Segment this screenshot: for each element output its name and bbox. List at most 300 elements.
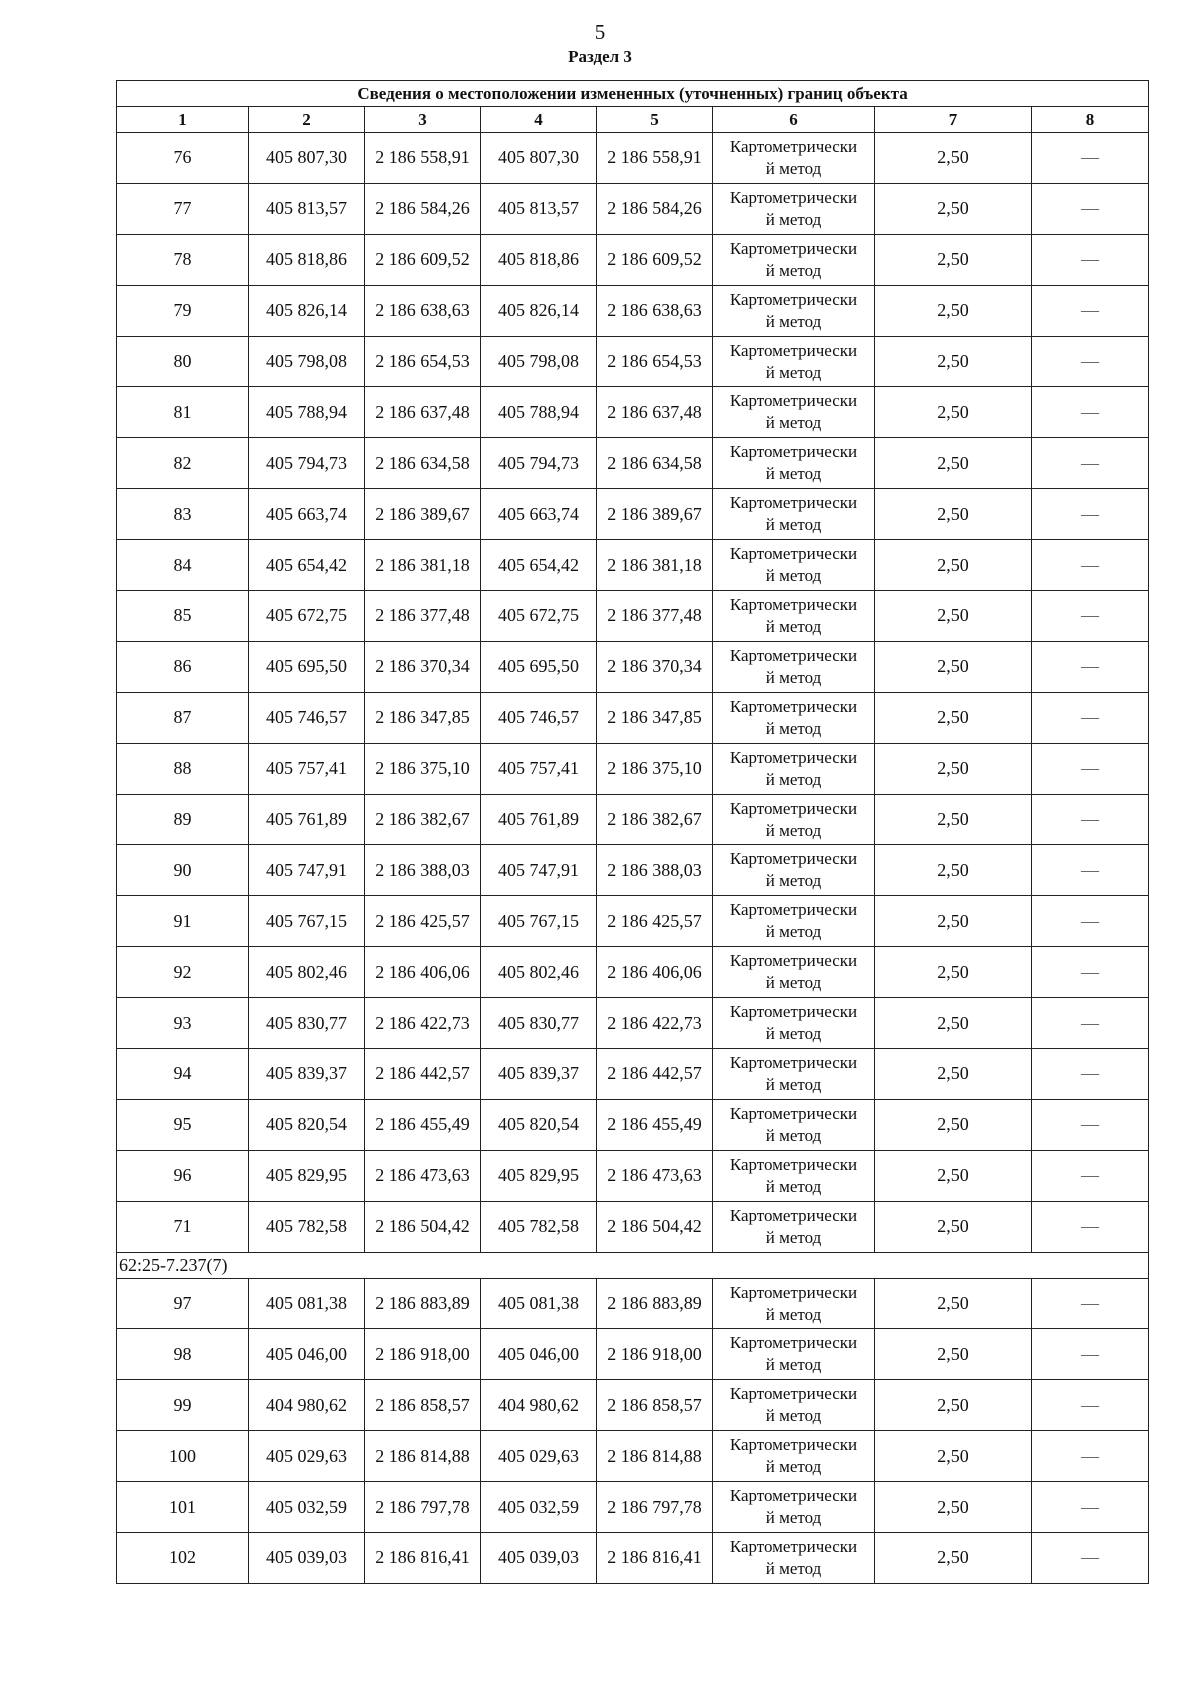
method-text-line1: Картометрически	[729, 1333, 858, 1353]
method-text-line1: Картометрически	[729, 493, 858, 513]
table-row	[117, 1533, 1149, 1584]
description-cell: —	[1032, 794, 1149, 845]
page-number: 5	[594, 20, 606, 44]
x-new-cell: 405 032,59	[481, 1482, 597, 1533]
description-cell: —	[1032, 947, 1149, 998]
table-row	[117, 1329, 1149, 1380]
method-text-line1: Картометрически	[729, 696, 858, 716]
method-text-line1: Картометрически	[729, 645, 858, 665]
column-header-7: 7	[875, 107, 1032, 133]
y-existing-cell: 2 186 406,06	[365, 947, 481, 998]
method-text-line1: Картометрически	[729, 187, 858, 207]
x-new-cell: 405 818,86	[481, 234, 597, 285]
point-number-cell: 88	[117, 743, 249, 794]
method-text-line2: й метод	[765, 1074, 822, 1094]
y-existing-cell: 2 186 442,57	[365, 1049, 481, 1100]
precision-cell: 2,50	[875, 489, 1032, 540]
method-cell	[713, 234, 875, 285]
method-cell	[713, 1482, 875, 1533]
column-header-8: 8	[1032, 107, 1149, 133]
method-text-line2: й метод	[765, 1406, 822, 1426]
description-cell: —	[1032, 285, 1149, 336]
y-new-cell: 2 186 455,49	[597, 1099, 713, 1150]
method-text-line2: й метод	[765, 311, 822, 331]
x-new-cell: 405 746,57	[481, 692, 597, 743]
description-cell: —	[1032, 1201, 1149, 1252]
method-text-line1: Картометрически	[729, 1002, 858, 1022]
x-existing-cell: 405 746,57	[249, 692, 365, 743]
description-cell: —	[1032, 387, 1149, 438]
method-text-line1: Картометрически	[729, 1154, 858, 1174]
y-new-cell: 2 186 442,57	[597, 1049, 713, 1100]
point-number-cell: 71	[117, 1201, 249, 1252]
method-text-line1: Картометрически	[729, 798, 858, 818]
y-existing-cell: 2 186 918,00	[365, 1329, 481, 1380]
precision-cell: 2,50	[875, 1380, 1032, 1431]
x-existing-cell: 405 813,57	[249, 183, 365, 234]
x-new-cell: 405 654,42	[481, 540, 597, 591]
table-row	[117, 896, 1149, 947]
method-text-line2: й метод	[765, 209, 822, 229]
table-row	[117, 947, 1149, 998]
method-cell	[713, 1099, 875, 1150]
method-text-line2: й метод	[765, 667, 822, 687]
column-header-1: 1	[117, 107, 249, 133]
point-number-cell: 98	[117, 1329, 249, 1380]
precision-cell: 2,50	[875, 947, 1032, 998]
method-cell	[713, 998, 875, 1049]
x-existing-cell: 405 747,91	[249, 845, 365, 896]
description-cell: —	[1032, 1329, 1149, 1380]
method-text-line2: й метод	[765, 718, 822, 738]
table-row	[117, 1201, 1149, 1252]
precision-cell: 2,50	[875, 1049, 1032, 1100]
method-text-line1: Картометрически	[729, 594, 858, 614]
x-new-cell: 405 695,50	[481, 641, 597, 692]
y-existing-cell: 2 186 455,49	[365, 1099, 481, 1150]
x-new-cell: 405 672,75	[481, 591, 597, 642]
method-text-line2: й метод	[765, 616, 822, 636]
method-cell	[713, 183, 875, 234]
x-existing-cell: 405 794,73	[249, 438, 365, 489]
method-text-line2: й метод	[765, 973, 822, 993]
method-text-line2: й метод	[765, 1457, 822, 1477]
point-number-cell: 80	[117, 336, 249, 387]
method-text-line2: й метод	[765, 922, 822, 942]
x-existing-cell: 405 802,46	[249, 947, 365, 998]
precision-cell: 2,50	[875, 540, 1032, 591]
x-existing-cell: 405 029,63	[249, 1431, 365, 1482]
method-text-line2: й метод	[765, 769, 822, 789]
column-header-2: 2	[249, 107, 365, 133]
column-header-3: 3	[365, 107, 481, 133]
method-text-line1: Картометрически	[729, 900, 858, 920]
precision-cell: 2,50	[875, 1150, 1032, 1201]
method-cell	[713, 896, 875, 947]
precision-cell: 2,50	[875, 1482, 1032, 1533]
description-cell: —	[1032, 1049, 1149, 1100]
y-existing-cell: 2 186 883,89	[365, 1278, 481, 1329]
method-text-line1: Картометрически	[729, 849, 858, 869]
y-existing-cell: 2 186 382,67	[365, 794, 481, 845]
x-new-cell: 405 782,58	[481, 1201, 597, 1252]
precision-cell: 2,50	[875, 234, 1032, 285]
description-cell: —	[1032, 896, 1149, 947]
method-text-line2: й метод	[765, 820, 822, 840]
table-row	[117, 591, 1149, 642]
y-existing-cell: 2 186 425,57	[365, 896, 481, 947]
y-existing-cell: 2 186 797,78	[365, 1482, 481, 1533]
method-text-line1: Картометрически	[729, 1103, 858, 1123]
y-new-cell: 2 186 637,48	[597, 387, 713, 438]
method-text-line1: Картометрически	[729, 1536, 858, 1556]
description-cell: —	[1032, 438, 1149, 489]
y-existing-cell: 2 186 634,58	[365, 438, 481, 489]
description-cell: —	[1032, 1533, 1149, 1584]
point-number-cell: 102	[117, 1533, 249, 1584]
x-new-cell: 405 802,46	[481, 947, 597, 998]
x-existing-cell: 405 807,30	[249, 133, 365, 184]
x-existing-cell: 405 081,38	[249, 1278, 365, 1329]
method-cell	[713, 387, 875, 438]
column-header-5: 5	[597, 107, 713, 133]
y-existing-cell: 2 186 609,52	[365, 234, 481, 285]
method-text-line2: й метод	[765, 464, 822, 484]
description-cell: —	[1032, 1431, 1149, 1482]
method-text-line2: й метод	[765, 413, 822, 433]
method-text-line1: Картометрически	[729, 340, 858, 360]
precision-cell: 2,50	[875, 1278, 1032, 1329]
y-new-cell: 2 186 406,06	[597, 947, 713, 998]
section-title: Раздел 3	[568, 47, 632, 66]
precision-cell: 2,50	[875, 845, 1032, 896]
x-new-cell: 405 039,03	[481, 1533, 597, 1584]
y-new-cell: 2 186 797,78	[597, 1482, 713, 1533]
table-row	[117, 1380, 1149, 1431]
point-number-cell: 93	[117, 998, 249, 1049]
method-text-line1: Картометрически	[729, 391, 858, 411]
precision-cell: 2,50	[875, 438, 1032, 489]
y-new-cell: 2 186 558,91	[597, 133, 713, 184]
x-new-cell: 405 829,95	[481, 1150, 597, 1201]
description-cell: —	[1032, 183, 1149, 234]
method-cell	[713, 743, 875, 794]
precision-cell: 2,50	[875, 285, 1032, 336]
x-new-cell: 405 029,63	[481, 1431, 597, 1482]
method-text-line1: Картометрически	[729, 136, 858, 156]
precision-cell: 2,50	[875, 641, 1032, 692]
x-new-cell: 405 046,00	[481, 1329, 597, 1380]
table-row	[117, 1278, 1149, 1329]
y-new-cell: 2 186 858,57	[597, 1380, 713, 1431]
description-cell: —	[1032, 336, 1149, 387]
method-cell	[713, 336, 875, 387]
point-number-cell: 87	[117, 692, 249, 743]
x-new-cell: 405 788,94	[481, 387, 597, 438]
point-number-cell: 99	[117, 1380, 249, 1431]
x-existing-cell: 405 761,89	[249, 794, 365, 845]
x-new-cell: 405 767,15	[481, 896, 597, 947]
method-cell	[713, 133, 875, 184]
method-text-line2: й метод	[765, 1558, 822, 1578]
y-new-cell: 2 186 816,41	[597, 1533, 713, 1584]
y-new-cell: 2 186 634,58	[597, 438, 713, 489]
y-existing-cell: 2 186 389,67	[365, 489, 481, 540]
method-cell	[713, 489, 875, 540]
boundary-coordinates-table	[116, 80, 1149, 1584]
y-new-cell: 2 186 370,34	[597, 641, 713, 692]
precision-cell: 2,50	[875, 896, 1032, 947]
point-number-cell: 89	[117, 794, 249, 845]
description-cell: —	[1032, 743, 1149, 794]
precision-cell: 2,50	[875, 133, 1032, 184]
x-existing-cell: 405 039,03	[249, 1533, 365, 1584]
column-header-4: 4	[481, 107, 597, 133]
precision-cell: 2,50	[875, 794, 1032, 845]
method-text-line2: й метод	[765, 1304, 822, 1324]
y-new-cell: 2 186 389,67	[597, 489, 713, 540]
point-number-cell: 82	[117, 438, 249, 489]
y-new-cell: 2 186 638,63	[597, 285, 713, 336]
y-existing-cell: 2 186 814,88	[365, 1431, 481, 1482]
table-row	[117, 387, 1149, 438]
method-cell	[713, 540, 875, 591]
precision-cell: 2,50	[875, 998, 1032, 1049]
description-cell: —	[1032, 489, 1149, 540]
x-new-cell: 405 798,08	[481, 336, 597, 387]
x-new-cell: 405 830,77	[481, 998, 597, 1049]
x-existing-cell: 405 663,74	[249, 489, 365, 540]
x-new-cell: 405 813,57	[481, 183, 597, 234]
y-new-cell: 2 186 388,03	[597, 845, 713, 896]
x-existing-cell: 405 830,77	[249, 998, 365, 1049]
method-cell	[713, 438, 875, 489]
table-row	[117, 489, 1149, 540]
method-text-line2: й метод	[765, 1227, 822, 1247]
point-number-cell: 77	[117, 183, 249, 234]
method-cell	[713, 947, 875, 998]
precision-cell: 2,50	[875, 1329, 1032, 1380]
table-row	[117, 1150, 1149, 1201]
description-cell: —	[1032, 591, 1149, 642]
description-cell: —	[1032, 234, 1149, 285]
table-caption: Сведения о местоположении измененных (уточненных) границ объекта	[117, 81, 1149, 107]
table-row	[117, 285, 1149, 336]
y-existing-cell: 2 186 388,03	[365, 845, 481, 896]
method-text-line2: й метод	[765, 515, 822, 535]
point-number-cell: 100	[117, 1431, 249, 1482]
x-existing-cell: 405 654,42	[249, 540, 365, 591]
table-row	[117, 183, 1149, 234]
method-text-line1: Картометрически	[729, 238, 858, 258]
y-new-cell: 2 186 918,00	[597, 1329, 713, 1380]
y-new-cell: 2 186 609,52	[597, 234, 713, 285]
table-row	[117, 794, 1149, 845]
y-new-cell: 2 186 375,10	[597, 743, 713, 794]
table-row	[117, 641, 1149, 692]
y-new-cell: 2 186 382,67	[597, 794, 713, 845]
method-cell	[713, 1533, 875, 1584]
description-cell: —	[1032, 540, 1149, 591]
precision-cell: 2,50	[875, 1533, 1032, 1584]
method-text-line2: й метод	[765, 362, 822, 382]
y-existing-cell: 2 186 638,63	[365, 285, 481, 336]
table-row	[117, 1049, 1149, 1100]
table-row	[117, 1431, 1149, 1482]
x-existing-cell: 405 826,14	[249, 285, 365, 336]
method-text-line1: Картометрически	[729, 1384, 858, 1404]
x-new-cell: 405 794,73	[481, 438, 597, 489]
table-row	[117, 336, 1149, 387]
method-cell	[713, 1150, 875, 1201]
x-new-cell: 405 826,14	[481, 285, 597, 336]
y-existing-cell: 2 186 422,73	[365, 998, 481, 1049]
y-existing-cell: 2 186 375,10	[365, 743, 481, 794]
table-row	[117, 743, 1149, 794]
y-new-cell: 2 186 883,89	[597, 1278, 713, 1329]
point-number-cell: 78	[117, 234, 249, 285]
method-text-line1: Картометрически	[729, 544, 858, 564]
table-row	[117, 540, 1149, 591]
method-cell	[713, 641, 875, 692]
y-new-cell: 2 186 814,88	[597, 1431, 713, 1482]
point-number-cell: 101	[117, 1482, 249, 1533]
precision-cell: 2,50	[875, 591, 1032, 642]
point-number-cell: 90	[117, 845, 249, 896]
x-new-cell: 405 820,54	[481, 1099, 597, 1150]
precision-cell: 2,50	[875, 387, 1032, 438]
point-number-cell: 92	[117, 947, 249, 998]
y-existing-cell: 2 186 816,41	[365, 1533, 481, 1584]
point-number-cell: 83	[117, 489, 249, 540]
point-number-cell: 81	[117, 387, 249, 438]
x-existing-cell: 404 980,62	[249, 1380, 365, 1431]
y-new-cell: 2 186 422,73	[597, 998, 713, 1049]
precision-cell: 2,50	[875, 692, 1032, 743]
point-number-cell: 91	[117, 896, 249, 947]
y-existing-cell: 2 186 381,18	[365, 540, 481, 591]
precision-cell: 2,50	[875, 1201, 1032, 1252]
x-existing-cell: 405 046,00	[249, 1329, 365, 1380]
method-cell	[713, 1431, 875, 1482]
precision-cell: 2,50	[875, 336, 1032, 387]
y-existing-cell: 2 186 637,48	[365, 387, 481, 438]
y-new-cell: 2 186 584,26	[597, 183, 713, 234]
description-cell: —	[1032, 692, 1149, 743]
x-existing-cell: 405 788,94	[249, 387, 365, 438]
method-text-line2: й метод	[765, 1024, 822, 1044]
method-cell	[713, 794, 875, 845]
method-text-line1: Картометрически	[729, 1435, 858, 1455]
description-cell: —	[1032, 998, 1149, 1049]
column-header-6: 6	[713, 107, 875, 133]
x-existing-cell: 405 820,54	[249, 1099, 365, 1150]
method-cell	[713, 845, 875, 896]
point-number-cell: 94	[117, 1049, 249, 1100]
method-text-line1: Картометрически	[729, 442, 858, 462]
x-new-cell: 404 980,62	[481, 1380, 597, 1431]
table-row	[117, 845, 1149, 896]
description-cell: —	[1032, 641, 1149, 692]
description-cell: —	[1032, 1278, 1149, 1329]
precision-cell: 2,50	[875, 183, 1032, 234]
method-cell	[713, 692, 875, 743]
y-new-cell: 2 186 381,18	[597, 540, 713, 591]
y-existing-cell: 2 186 370,34	[365, 641, 481, 692]
method-text-line2: й метод	[765, 1508, 822, 1528]
method-text-line1: Картометрически	[729, 1486, 858, 1506]
description-cell: —	[1032, 1150, 1149, 1201]
point-number-cell: 84	[117, 540, 249, 591]
x-new-cell: 405 081,38	[481, 1278, 597, 1329]
x-existing-cell: 405 032,59	[249, 1482, 365, 1533]
method-cell	[713, 1380, 875, 1431]
description-cell: —	[1032, 845, 1149, 896]
y-new-cell: 2 186 473,63	[597, 1150, 713, 1201]
point-number-cell: 76	[117, 133, 249, 184]
y-existing-cell: 2 186 558,91	[365, 133, 481, 184]
description-cell: —	[1032, 1380, 1149, 1431]
precision-cell: 2,50	[875, 743, 1032, 794]
precision-cell: 2,50	[875, 1099, 1032, 1150]
cadastral-number-label: 62:25-7.237(7)	[117, 1252, 1149, 1278]
group-row	[117, 1252, 1149, 1278]
method-text-line2: й метод	[765, 158, 822, 178]
y-new-cell: 2 186 654,53	[597, 336, 713, 387]
y-existing-cell: 2 186 654,53	[365, 336, 481, 387]
point-number-cell: 97	[117, 1278, 249, 1329]
y-new-cell: 2 186 504,42	[597, 1201, 713, 1252]
description-cell: —	[1032, 133, 1149, 184]
x-new-cell: 405 747,91	[481, 845, 597, 896]
x-existing-cell: 405 818,86	[249, 234, 365, 285]
y-existing-cell: 2 186 377,48	[365, 591, 481, 642]
method-text-line2: й метод	[765, 871, 822, 891]
y-existing-cell: 2 186 473,63	[365, 1150, 481, 1201]
method-text-line1: Картометрически	[729, 1282, 858, 1302]
method-text-line1: Картометрически	[729, 1205, 858, 1225]
description-cell: —	[1032, 1099, 1149, 1150]
y-new-cell: 2 186 425,57	[597, 896, 713, 947]
table-row	[117, 234, 1149, 285]
point-number-cell: 79	[117, 285, 249, 336]
x-existing-cell: 405 695,50	[249, 641, 365, 692]
x-existing-cell: 405 839,37	[249, 1049, 365, 1100]
method-text-line1: Картометрически	[729, 951, 858, 971]
x-existing-cell: 405 782,58	[249, 1201, 365, 1252]
method-text-line2: й метод	[765, 566, 822, 586]
method-text-line2: й метод	[765, 1355, 822, 1375]
method-cell	[713, 1329, 875, 1380]
y-new-cell: 2 186 347,85	[597, 692, 713, 743]
x-existing-cell: 405 767,15	[249, 896, 365, 947]
x-existing-cell: 405 829,95	[249, 1150, 365, 1201]
table-row	[117, 998, 1149, 1049]
method-cell	[713, 285, 875, 336]
table-row	[117, 1099, 1149, 1150]
table-row	[117, 133, 1149, 184]
x-existing-cell: 405 672,75	[249, 591, 365, 642]
x-new-cell: 405 663,74	[481, 489, 597, 540]
x-existing-cell: 405 757,41	[249, 743, 365, 794]
method-cell	[713, 1049, 875, 1100]
description-cell: —	[1032, 1482, 1149, 1533]
precision-cell: 2,50	[875, 1431, 1032, 1482]
table-row	[117, 438, 1149, 489]
table-row	[117, 692, 1149, 743]
table-row	[117, 1482, 1149, 1533]
y-existing-cell: 2 186 504,42	[365, 1201, 481, 1252]
